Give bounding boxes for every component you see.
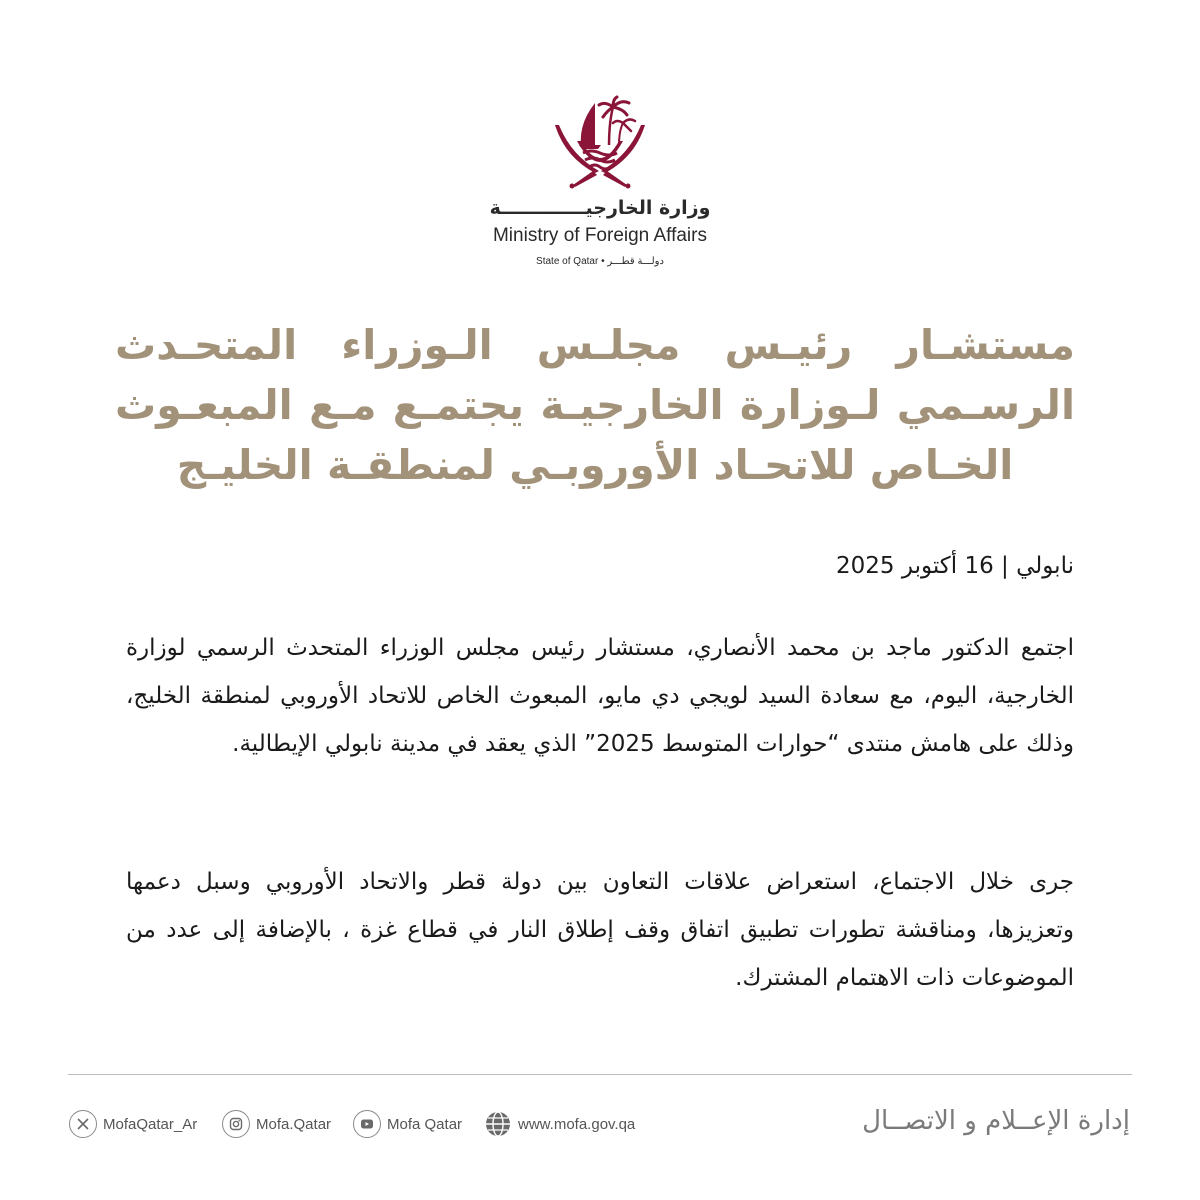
social-x-handle: MofaQatar_Ar: [103, 1115, 198, 1133]
ministry-name-english: Ministry of Foreign Affairs: [492, 225, 707, 246]
social-youtube-link[interactable]: [353, 1110, 462, 1138]
body-paragraph-1: اجتمع الدكتور ماجد بن محمد الأنصاري، مستشار رئيس مجلس الوزراء المتحدث الرسمي لوزارة الخارجية، اليوم، مع سعادة السيد لويجي دي مايو، المبعوث الخاص للاتحاد الأوروبي لمنطقة الخليج، وذلك على هامش منتدى “حوارات المتوسط 2025” الذي يعقد في مدينة نابولي الإيطالية.: [126, 635, 1074, 757]
social-instagram-handle: Mofa.Qatar: [256, 1115, 332, 1133]
department-name: إدارة الإعــلام و الاتصــال: [862, 1106, 1130, 1136]
x-icon: [69, 1110, 97, 1138]
social-instagram-link[interactable]: [222, 1110, 331, 1138]
instagram-icon: [222, 1110, 250, 1138]
body-paragraph-2: جرى خلال الاجتماع، استعراض علاقات التعاون بين دولة قطر والاتحاد الأوروبي وسبل دعمها وتعزيزها، ومناقشة تطورات تطبيق اتفاق وقف إطلاق النار في قطاع غزة ، بالإضافة إلى عدد من الموضوعات ذات الاهتمام المشترك.: [126, 869, 1074, 991]
globe-icon: [484, 1110, 512, 1138]
state-of-qatar-label: State of Qatar • دولـــة قطـــر: [536, 256, 664, 267]
headline: مستشـار رئيـس مجلـس الـوزراء المتحـدث الرسـمي لـوزارة الخارجيـة يجتمـع مـع المبعـوث الخـاص للاتحـاد الأوروبـي لمنطقـة الخليـج: [115, 321, 1075, 489]
qatar-emblem-icon: [551, 95, 649, 190]
social-x-link[interactable]: [69, 1110, 197, 1138]
dateline: نابولي | 16 أكتوبر 2025: [836, 553, 1074, 579]
website-url: www.mofa.gov.qa: [518, 1115, 636, 1133]
website-link[interactable]: [484, 1110, 635, 1138]
footer-divider: [68, 1074, 1132, 1075]
social-youtube-handle: Mofa Qatar: [387, 1115, 463, 1133]
ministry-name-arabic: وزارة الخارجيـــــــــــــة: [489, 197, 711, 219]
youtube-icon: [353, 1110, 381, 1138]
